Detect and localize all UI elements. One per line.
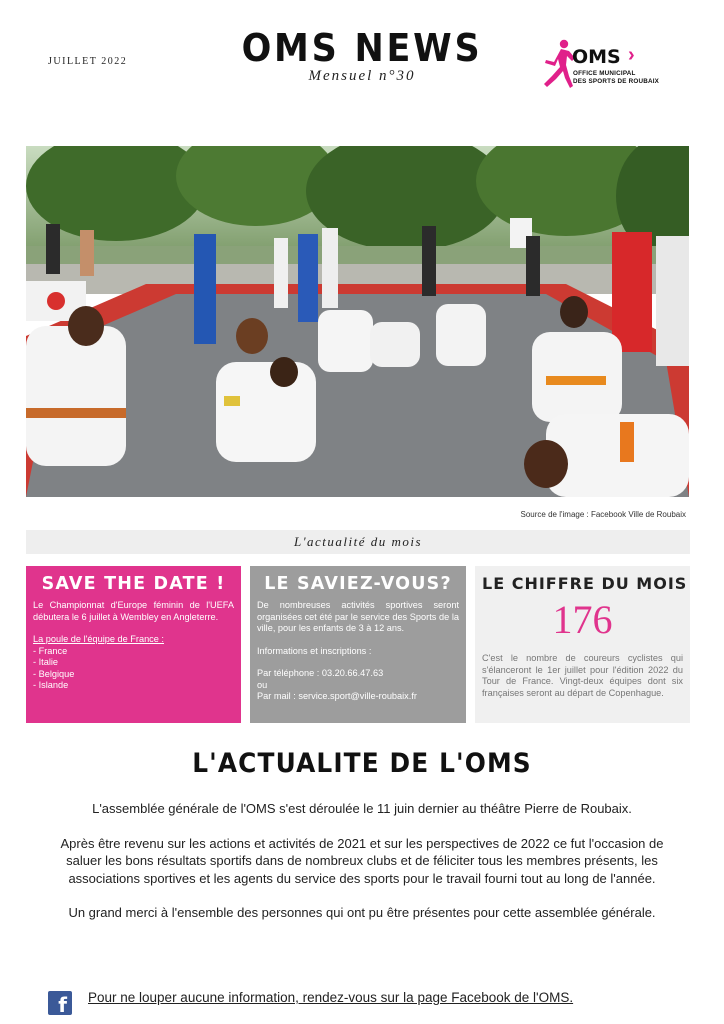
saviez-vous-heading: LE SAVIEZ-VOUS? <box>264 574 452 594</box>
article-paragraph: Un grand merci à l'ensemble des personnes qui ont pu être présentes pour cette assemblée générale. <box>68 905 656 920</box>
group-label: La poule de l'équipe de France : <box>33 634 164 644</box>
article-paragraph: Après être revenu sur les actions et activités de 2021 et sur les perspectives de 2022 ce fut l'occasion de saluer les bons résultats sportifs dans de nombreux clubs et de féliciter tous les membres présents, les associations sportives et les agents du service des sports pour le travail fourni tout au long de l'année. <box>60 835 664 886</box>
save-the-date-text: Le Championnat d'Europe féminin de l'UEFA débutera le 6 juillet à Wembley en Angleterre. <box>33 600 234 622</box>
saviez-vous-text: De nombreuses activités sportives seront organisées cet été par le service des Sports de la ville, pour les enfants de 3 à 12 ans. <box>257 600 459 633</box>
article-paragraph: L'assemblée générale de l'OMS s'est déroulée le 11 juin dernier au théâtre Pierre de Roubaix. <box>92 801 632 816</box>
chiffre-number: 176 <box>552 597 613 642</box>
team-item: - France <box>33 645 68 656</box>
logo-line-1: OFFICE MUNICIPAL <box>573 70 636 77</box>
info-label: Informations et inscriptions : <box>257 645 372 656</box>
team-item: - Italie <box>33 657 59 667</box>
saviez-vous-box <box>250 566 466 723</box>
chiffre-du-mois-box <box>475 566 690 723</box>
chevron-right-icon: › <box>628 44 635 66</box>
chiffre-text: C'est le nombre de coureurs cyclistes qui s'élanceront le 1er juillet pour l'édition 2022 du Tour de France. Vingt-deux équipes dont six françaises seront au départ de Copenhague. <box>482 653 683 698</box>
mail-contact: Par mail : service.sport@ville-roubaix.fr <box>257 691 417 701</box>
or-separator: ou <box>257 679 268 690</box>
chiffre-heading: LE CHIFFRE DU MOIS <box>482 574 688 593</box>
newsletter-title: OMS NEWS <box>241 26 483 70</box>
team-item: - Islande <box>33 680 69 690</box>
issue-date: JUILLET 2022 <box>48 56 128 67</box>
facebook-page-link[interactable]: Pour ne louper aucune information, rendez-vous sur la page Facebook de l'OMS. <box>88 990 574 1005</box>
logo-wordmark: OMS <box>572 46 621 68</box>
judo-event-photo <box>26 146 689 497</box>
oms-logo <box>540 38 680 92</box>
team-item: - Belgique <box>33 668 75 679</box>
logo-line-2: DES SPORTS DE ROUBAIX <box>573 78 660 85</box>
article-body <box>56 800 668 939</box>
issue-number: Mensuel n°30 <box>308 68 416 84</box>
facebook-icon[interactable]: f <box>48 991 72 1015</box>
runner-icon <box>540 38 576 90</box>
save-the-date-heading: SAVE THE DATE ! <box>41 574 226 594</box>
phone-contact: Par téléphone : 03.20.66.47.63 <box>257 668 384 678</box>
article-headline: L'ACTUALITE DE L'OMS <box>192 748 532 779</box>
section-label: L'actualité du mois <box>26 530 690 554</box>
save-the-date-box <box>26 566 241 723</box>
photo-credit: Source de l'image : Facebook Ville de Roubaix <box>520 510 686 519</box>
